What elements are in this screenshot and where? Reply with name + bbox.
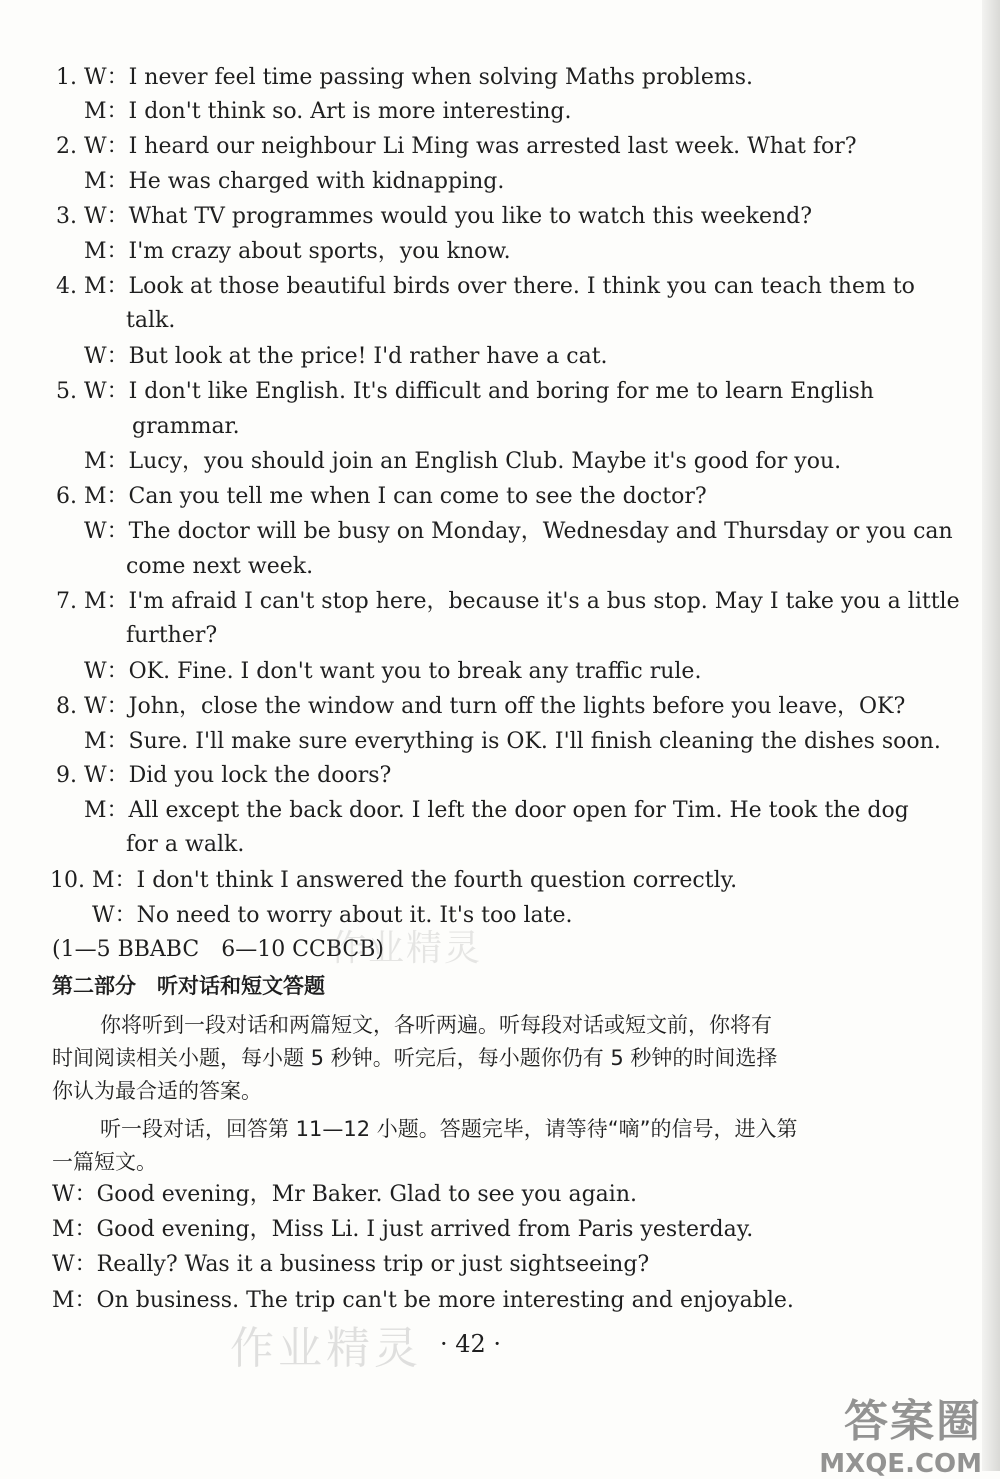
dialogue-3-line-2: M：I'm crazy about sports，you know. [84, 239, 511, 264]
instruction2-line-2: 一篇短文。 [52, 1150, 157, 1174]
corner-watermark [819, 1385, 982, 1479]
dialogue2-line-1: W：Good evening，Mr Baker. Glad to see you again. [52, 1182, 638, 1207]
watermark-center: 作业精灵 [230, 1323, 422, 1374]
dialogue-1-line-1: 1. W：I never feel time passing when solving Maths problems. [56, 65, 754, 90]
dialogue-7-line-2: W：OK. Fine. I don't want you to break any traffic rule. [84, 659, 702, 684]
dialogue-1-line-2: M：I don't think so. Art is more interesting. [84, 99, 572, 124]
dialogue-4-line-2: W：But look at the price! I'd rather have a cat. [84, 344, 608, 369]
dialogue-10-line-1: 10. M：I don't think I answered the fourth question correctly. [50, 868, 738, 893]
dialogue-8-line-1: 8. W：John，close the window and turn off the lights before you leave，OK? [56, 694, 906, 719]
dialogue-6-line-2: W：The doctor will be busy on Monday，Wednesday and Thursday or you can [84, 519, 953, 544]
dialogue-2-line-1: 2. W：I heard our neighbour Li Ming was arrested last week. What for? [56, 134, 857, 159]
dialogue-2-line-2: M：He was charged with kidnapping. [84, 169, 505, 194]
instruction2-line-1: 听一段对话，回答第 11—12 小题。答题完毕，请等待“嘀”的信号，进入第 [100, 1117, 798, 1141]
dialogue2-line-3: W：Really? Was it a business trip or just sightseeing? [52, 1252, 650, 1277]
dialogue-10-line-2: W：No need to worry about it. It's too late. [92, 903, 573, 928]
dialogue-5-line-1: 5. W：I don't like English. It's difficult and boring for me to learn English [56, 379, 874, 404]
dialogue2-line-4: M：On business. The trip can't be more interesting and enjoyable. [52, 1288, 794, 1313]
dialogue-8-line-2: M：Sure. I'll make sure everything is OK. I'll finish cleaning the dishes soon. [84, 729, 941, 754]
dialogue-4-line-1-cont: talk. [126, 308, 176, 333]
watermark-small: 作业精灵 [330, 928, 483, 969]
section-title: 第二部分 听对话和短文答题 [52, 974, 325, 998]
answer-key: (1—5 BBABC 6—10 CCBCB) [52, 937, 385, 962]
dialogue-9-line-2-cont: for a walk. [126, 832, 245, 857]
dialogue-9-line-2: M：All except the back door. I left the door open for Tim. He took the dog [84, 798, 909, 823]
instruction-line-2: 时间阅读相关小题，每小题 5 秒钟。听完后，每小题你仍有 5 秒钟的时间选择 [52, 1046, 778, 1070]
dialogue-6-line-2-cont: come next week. [126, 554, 314, 579]
dialogue-7-line-1: 7. M：I'm afraid I can't stop here，because it's a bus stop. May I take you a little [56, 589, 960, 614]
instruction-line-3: 你认为最合适的答案。 [52, 1079, 262, 1103]
page-edge-shadow [982, 0, 1000, 1471]
corner-watermark-logo: 答案圈 [844, 1396, 982, 1447]
page-number: · 42 · [440, 1330, 502, 1358]
dialogue-7-line-1-cont: further? [126, 623, 218, 648]
dialogue-4-line-1: 4. M：Look at those beautiful birds over there. I think you can teach them to [56, 274, 915, 299]
dialogue-9-line-1: 9. W：Did you lock the doors? [56, 763, 392, 788]
dialogue-5-line-2: M：Lucy，you should join an English Club. Maybe it's good for you. [84, 449, 842, 474]
dialogue-3-line-1: 3. W：What TV programmes would you like to watch this weekend? [56, 204, 813, 229]
dialogue2-line-2: M：Good evening，Miss Li. I just arrived from Paris yesterday. [52, 1217, 754, 1242]
dialogue-5-line-1-cont: grammar. [132, 414, 240, 439]
instruction-line-1: 你将听到一段对话和两篇短文，各听两遍。听每段对话或短文前，你将有 [100, 1013, 772, 1037]
dialogue-6-line-1: 6. M：Can you tell me when I can come to see the doctor? [56, 484, 707, 509]
corner-watermark-url: MXQE.COM [819, 1449, 982, 1479]
